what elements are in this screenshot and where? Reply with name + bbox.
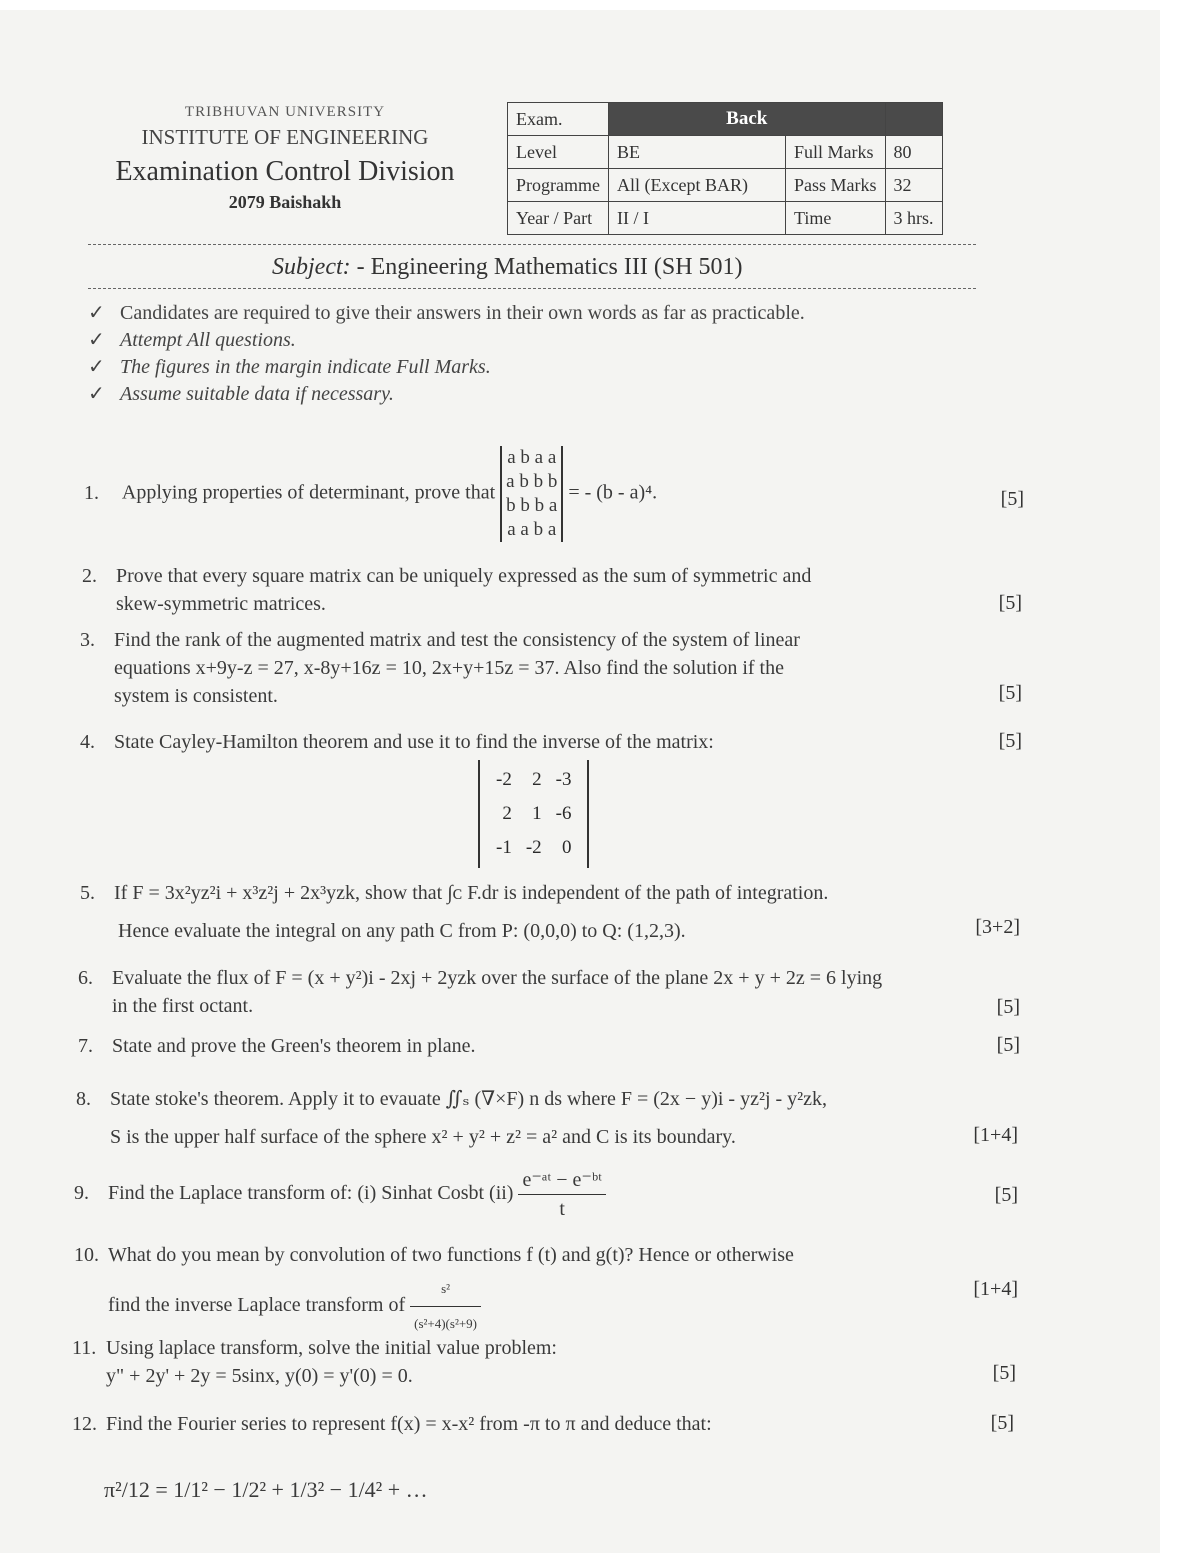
question-text: Applying properties of determinant, prove that: [121, 481, 496, 504]
marks-q11: [5]: [992, 1362, 1016, 1384]
level-label: Level: [508, 136, 609, 169]
divider-bottom: [88, 288, 976, 289]
time-label: Time: [785, 202, 885, 235]
matrix: -2 2 -3 2 1 -6 -1 -2 0: [478, 760, 589, 868]
fraction: $\frac{\text{e⁻ᵃᵗ − e⁻ᵇᵗ}}{t}$: [518, 1166, 605, 1223]
question-5: 5. If F = 3x²yz²i + x³z²j + 2x³yzk, show that ∫ᴄ F.dr is independent of the path of integration. Hence evaluate the integral on any path C from P: (0,0,0) to Q: (1,2,3).: [80, 882, 829, 942]
question-4: 4. State Cayley-Hamilton theorem and use it to find the inverse of the matrix:: [80, 731, 714, 753]
marks-q9: [5]: [994, 1184, 1018, 1206]
marks-q8: [1+4]: [973, 1124, 1018, 1146]
determinant: a b a a a b b b b b b a a a b a: [500, 446, 563, 542]
marks-q12: [5]: [990, 1412, 1014, 1434]
check-icon: ✓: [88, 329, 105, 351]
pass-marks-label: Pass Marks: [785, 169, 885, 202]
subject-line: [272, 254, 743, 281]
instruction-item: ✓ The figures in the margin indicate Full Marks.: [88, 354, 805, 381]
programme-label: Programme: [508, 169, 609, 202]
full-marks-value: 80: [885, 136, 942, 169]
institute-name: INSTITUTE OF ENGINEERING: [141, 125, 429, 149]
determinant-result: = - (b - a)⁴.: [568, 481, 658, 504]
exam-label: Exam.: [508, 103, 609, 136]
marks-q7: [5]: [996, 1034, 1020, 1056]
marks-q10: [1+4]: [973, 1278, 1018, 1300]
instruction-item: ✓ Candidates are required to give their answers in their own words as far as practicable.: [88, 300, 805, 327]
level-value: BE: [608, 136, 785, 169]
programme-value: All (Except BAR): [608, 169, 785, 202]
divider-top: [88, 244, 976, 245]
check-icon: ✓: [88, 356, 105, 378]
year-part-label: Year / Part: [508, 202, 609, 235]
exam-type-value: Back: [608, 103, 885, 136]
instruction-item: ✓ Attempt All questions.: [88, 327, 805, 354]
question-8: 8. State stoke's theorem. Apply it to evauate ∬ₛ (∇×F) n ds where F = (2x − y)i - yz²j - y²zk, S is the upper half surface of the sphere x² + y² + z² = a² and C is its boundary.: [76, 1088, 828, 1148]
division-name: Examination Control Division: [115, 156, 455, 187]
exam-details-table: [507, 102, 943, 235]
fourier-series-result: π²/12 = 1/1² − 1/2² + 1/3² − 1/4² + …: [104, 1477, 428, 1502]
question-9: 9. Find the Laplace transform of: (i) Sinhat Cosbt (ii) $\frac{\text{e⁻ᵃᵗ − e⁻ᵇᵗ}}{t}$: [74, 1166, 954, 1223]
check-icon: ✓: [88, 302, 105, 324]
subject-label: Subject:: [272, 254, 351, 280]
question-11: 11. Using laplace transform, solve the initial value problem: y" + 2y' + 2y = 5sinx, y(0) = y'(0) = 0.: [72, 1337, 557, 1387]
instruction-item: ✓ Assume suitable data if necessary.: [88, 381, 805, 408]
pass-marks-value: 32: [885, 169, 942, 202]
marks-q4: [5]: [998, 730, 1022, 752]
marks-q5: [3+2]: [975, 916, 1020, 938]
question-1: 1. Applying properties of determinant, prove that a b a a a b b b b b b a a a b a = - (b - a)⁴.: [84, 447, 658, 540]
instructions-list: [88, 300, 805, 408]
marks-q3: [5]: [998, 682, 1022, 704]
marks-q1: [5]: [1000, 488, 1024, 510]
top-scan-margin: [0, 0, 1160, 10]
question-6: 6. Evaluate the flux of F = (x + y²)i - 2xj + 2yzk over the surface of the plane 2x + y + 2z = 6 lying in the first octant.: [78, 967, 883, 1017]
question-3: 3. Find the rank of the augmented matrix and test the consistency of the system of linear equations x+9y-z = 27, x-8y+16z = 10, 2x+y+15z = 37. Also find the solution if the system is consistent.: [80, 629, 800, 707]
question-10: 10. What do you mean by convolution of two functions f (t) and g(t)? Hence or otherwise find the inverse Laplace transform of $\frac{\text{s²}}{\text{(s²+4)(s²+9)}}$: [74, 1238, 974, 1341]
full-marks-label: Full Marks: [785, 136, 885, 169]
question-2: 2. Prove that every square matrix can be uniquely expressed as the sum of symmetric and skew-symmetric matrices.: [82, 565, 812, 615]
fraction: $\frac{\text{s²}}{\text{(s²+4)(s²+9)}}$: [410, 1272, 481, 1341]
marks-q6: [5]: [996, 996, 1020, 1018]
year-part-value: II / I: [608, 202, 785, 235]
check-icon: ✓: [88, 383, 105, 405]
right-scan-margin: [1160, 0, 1200, 1553]
table-filler: [885, 103, 942, 136]
institution-header: [60, 104, 510, 213]
question-7: 7. State and prove the Green's theorem in plane.: [78, 1035, 476, 1057]
marks-q2: [5]: [998, 592, 1022, 614]
time-value: 3 hrs.: [885, 202, 942, 235]
subject-value: - Engineering Mathematics III (SH 501): [356, 254, 743, 280]
question-12: 12. Find the Fourier series to represent f(x) = x-x² from -π to π and deduce that:: [72, 1413, 712, 1435]
university-name: TRIBHUVAN UNIVERSITY: [184, 104, 386, 120]
exam-session: 2079 Baishakh: [228, 192, 342, 212]
